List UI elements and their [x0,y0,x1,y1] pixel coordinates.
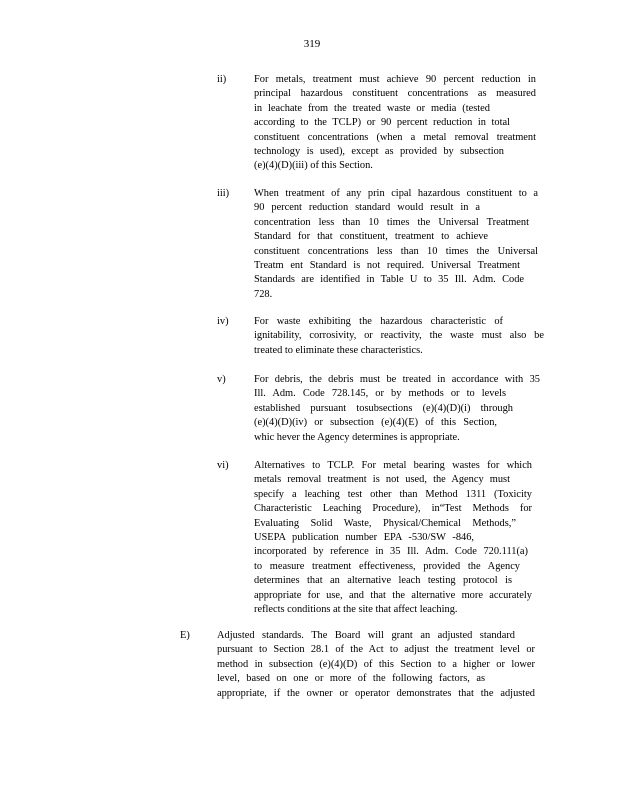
item-marker: vi) [217,460,229,471]
text-line: metals removal treatment is not used, the Agency must [254,474,510,486]
text-line: For metals, treatment must achieve 90 percent reduction in [254,74,536,85]
page-number: 319 [303,38,321,50]
text-line: specify a leaching test other than Method 1311 (Toxicity [254,488,532,500]
item-marker: E) [180,630,190,641]
text-line: according to the TCLP) or 90 percent reduction in total [254,117,510,129]
item-text [254,187,538,302]
item-marker: iii) [217,188,230,199]
text-line: Adjusted standards. The Board will grant an adjusted standard [217,630,515,641]
text-line: level, based on one or more of the following factors, as [217,673,485,685]
text-line: (e)(4)(D)(iv) or subsection (e)(4)(E) of this Section, [254,417,497,429]
subsection-item-e [0,629,618,705]
text-line: For waste exhibiting the hazardous characteristic of [254,316,503,327]
text-line: method in subsection (e)(4)(D) of this Section to a higher or lower [217,658,535,670]
text-line: treated to eliminate these characteristics. [254,344,423,356]
subsection-item-v [0,373,618,449]
subsection-item-iii [0,187,618,307]
text-line: ignitability, corrosivity, or reactivity, the waste must also be [254,330,544,342]
subsection-item-iv [0,315,618,361]
item-marker: v) [217,374,226,385]
item-text [254,459,532,617]
text-line: constituent concentrations (when a metal removal treatment [254,131,536,143]
text-line: 728. [254,288,273,300]
text-line: Standards are identified in Table U to 35 Ill. Adm. Code [254,274,524,286]
text-line: whic hever the Agency determines is appropriate. [254,431,460,443]
text-line: technology is used), except as provided by subsection [254,145,504,157]
text-line: pursuant to Section 28.1 of the Act to adjust the treatment level or [217,644,535,656]
text-line: established pursuant tosubsections (e)(4)(D)(i) through [254,402,513,414]
text-line: concentration less than 10 times the Universal Treatment [254,216,529,228]
text-line: When treatment of any prin cipal hazardous constituent to a [254,188,538,199]
text-line: appropriate for use, and that the alternative more accurately [254,589,532,601]
text-line: incorporated by reference in 35 Ill. Adm. Code 720.111(a) [254,546,528,558]
text-line: principal hazardous constituent concentrations as measured [254,88,536,100]
item-text [217,629,535,701]
text-line: determines that an alternative leach testing protocol is [254,575,512,587]
text-line: reflects conditions at the site that affect leaching. [254,603,458,615]
item-text [254,73,536,174]
text-line: 90 percent reduction standard would result in a [254,202,480,214]
item-marker: ii) [217,74,227,85]
text-line: For debris, the debris must be treated in accordance with 35 [254,374,540,385]
text-line: Standard for that constituent, treatment to achieve [254,231,488,243]
text-line: Evaluating Solid Waste, Physical/Chemical Methods,” [254,517,516,529]
text-line: USEPA publication number EPA -530/SW -846, [254,531,474,543]
text-line: Treatm ent Standard is not required. Universal Treatment [254,259,520,271]
text-line: constituent concentrations less than 10 times the Universal [254,245,538,257]
text-line: Ill. Adm. Code 728.145, or by methods or to levels [254,388,506,400]
text-line: appropriate, if the owner or operator demonstrates that the adjusted [217,687,535,699]
text-line: Alternatives to TCLP. For metal bearing wastes for which [254,460,532,471]
item-marker: iv) [217,316,229,327]
subsection-item-vi [0,459,618,621]
text-line: Characteristic Leaching Procedure), in“Test Methods for [254,503,532,515]
text-line: to measure treatment effectiveness, provided the Agency [254,560,520,572]
item-text [254,373,540,445]
text-line: (e)(4)(D)(iii) of this Section. [254,160,373,172]
item-text [254,315,544,358]
text-line: in leachate from the treated waste or media (tested [254,102,490,114]
subsection-item-ii [0,73,618,183]
